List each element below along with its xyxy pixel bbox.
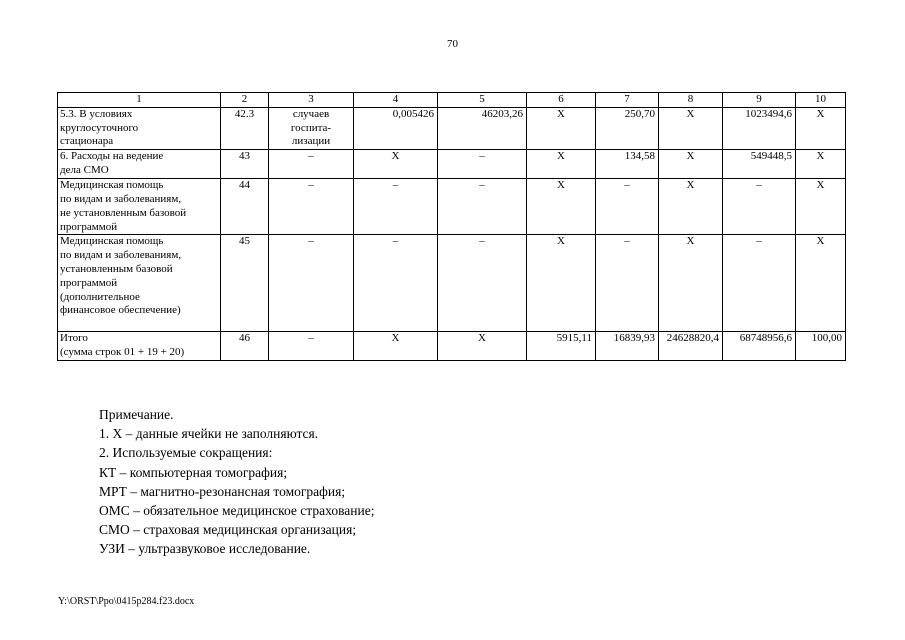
note-line: 2. Используемые сокращения: xyxy=(99,445,273,461)
file-path-footer: Y:\ORST\Ppo\0415p284.f23.docx xyxy=(58,596,195,607)
value-cell: X xyxy=(354,150,438,179)
line-code-cell: 42.3 xyxy=(221,107,269,149)
row-label-cell: Медицинская помощь по видам и заболеваниям, установленным базовой программой (дополнительное финансовое обеспечение) xyxy=(58,235,221,332)
value-cell: X xyxy=(659,235,723,332)
note-line: СМО – страховая медицинская организация; xyxy=(99,522,357,538)
value-cell: 16839,93 xyxy=(596,332,659,361)
unit-cell: – xyxy=(269,179,354,235)
value-cell: X xyxy=(796,235,846,332)
data-table xyxy=(57,92,846,361)
value-cell: X xyxy=(659,179,723,235)
row-label-cell: Итого (сумма строк 01 + 19 + 20) xyxy=(58,332,221,361)
header-cell: 3 xyxy=(269,93,354,108)
value-cell: X xyxy=(438,332,527,361)
value-cell: – xyxy=(596,179,659,235)
header-cell: 2 xyxy=(221,93,269,108)
value-cell: – xyxy=(354,179,438,235)
unit-cell: – xyxy=(269,150,354,179)
header-row xyxy=(58,93,846,108)
unit-cell: – xyxy=(269,235,354,332)
header-cell: 5 xyxy=(438,93,527,108)
line-code-cell: 44 xyxy=(221,179,269,235)
value-cell: – xyxy=(438,179,527,235)
value-cell: – xyxy=(596,235,659,332)
value-cell: 134,58 xyxy=(596,150,659,179)
notes-block xyxy=(99,405,374,559)
row-label-cell: 5.3. В условиях круглосуточного стационара xyxy=(58,107,221,149)
value-cell: X xyxy=(659,150,723,179)
table-row xyxy=(58,107,846,149)
note-line: 1. X – данные ячейки не заполняются. xyxy=(99,426,319,442)
note-line: МРТ – магнитно-резонансная томография; xyxy=(99,483,346,499)
value-cell: X xyxy=(659,107,723,149)
line-code-cell: 45 xyxy=(221,235,269,332)
value-cell: 5915,11 xyxy=(527,332,596,361)
value-cell: 100,00 xyxy=(796,332,846,361)
value-cell: X xyxy=(796,150,846,179)
value-cell: – xyxy=(723,179,796,235)
header-cell: 8 xyxy=(659,93,723,108)
value-cell: X xyxy=(527,107,596,149)
header-cell: 9 xyxy=(723,93,796,108)
value-cell: 46203,26 xyxy=(438,107,527,149)
line-code-cell: 46 xyxy=(221,332,269,361)
note-line: УЗИ – ультразвуковое исследование. xyxy=(99,541,311,557)
page-number: 70 xyxy=(447,38,458,50)
table-row xyxy=(58,235,846,332)
header-cell: 6 xyxy=(527,93,596,108)
table-row xyxy=(58,179,846,235)
value-cell: 1023494,6 xyxy=(723,107,796,149)
note-line: КТ – компьютерная томография; xyxy=(99,464,288,480)
value-cell: X xyxy=(796,107,846,149)
row-label-cell: Медицинская помощь по видам и заболеваниям, не установленным базовой программой xyxy=(58,179,221,235)
value-cell: – xyxy=(723,235,796,332)
line-code-cell: 43 xyxy=(221,150,269,179)
value-cell: 549448,5 xyxy=(723,150,796,179)
header-cell: 1 xyxy=(58,93,221,108)
row-label-cell: 6. Расходы на ведение дела СМО xyxy=(58,150,221,179)
header-cell: 10 xyxy=(796,93,846,108)
value-cell: X xyxy=(796,179,846,235)
unit-cell: случаев госпита- лизации xyxy=(269,107,354,149)
table-row xyxy=(58,150,846,179)
header-cell: 4 xyxy=(354,93,438,108)
value-cell: 68748956,6 xyxy=(723,332,796,361)
value-cell: – xyxy=(438,150,527,179)
value-cell: 24628820,4 xyxy=(659,332,723,361)
value-cell: – xyxy=(354,235,438,332)
value-cell: 0,005426 xyxy=(354,107,438,149)
value-cell: X xyxy=(354,332,438,361)
value-cell: 250,70 xyxy=(596,107,659,149)
header-cell: 7 xyxy=(596,93,659,108)
value-cell: X xyxy=(527,235,596,332)
note-line: ОМС – обязательное медицинское страхование; xyxy=(99,503,375,519)
value-cell: – xyxy=(438,235,527,332)
value-cell: X xyxy=(527,150,596,179)
unit-cell: – xyxy=(269,332,354,361)
table-row-total xyxy=(58,332,846,361)
notes-heading: Примечание. xyxy=(99,407,174,422)
value-cell: X xyxy=(527,179,596,235)
